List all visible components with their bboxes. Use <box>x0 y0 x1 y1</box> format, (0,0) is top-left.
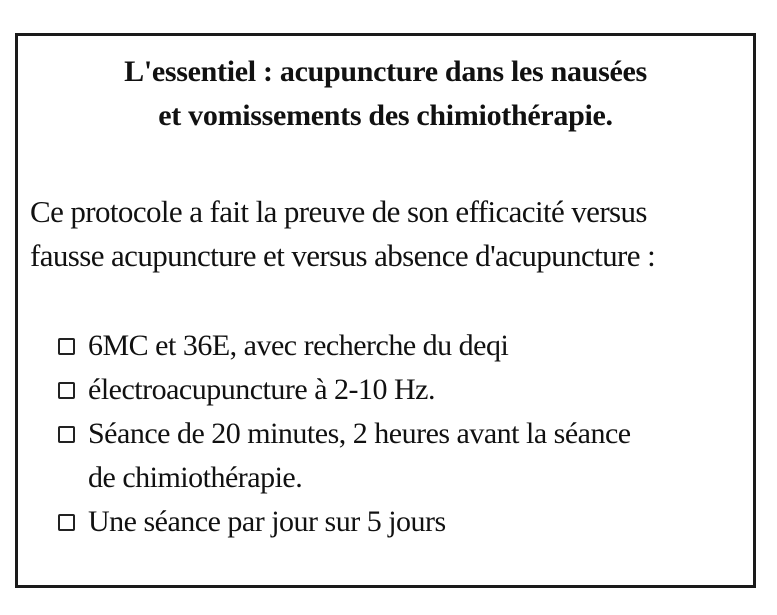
list-item <box>58 324 631 368</box>
intro-line-2: fausse acupuncture et versus absence d'acupuncture : <box>30 238 656 273</box>
checkbox-icon <box>58 514 75 531</box>
checkbox-icon <box>58 338 75 355</box>
checkbox-icon <box>58 382 75 399</box>
list-item <box>58 500 631 544</box>
list-item-text: 6MC et 36E, avec recherche du deqi <box>88 329 509 362</box>
title-line-1: L'essentiel : acupuncture dans les nausées <box>124 55 647 88</box>
protocol-list <box>58 324 631 544</box>
list-item-text: Séance de 20 minutes, 2 heures avant la séance <box>88 417 631 450</box>
list-item-text: Une séance par jour sur 5 jours <box>88 505 446 538</box>
title-line-2: et vomissements des chimiothérapie. <box>158 99 613 132</box>
list-item <box>58 368 631 412</box>
checkbox-icon <box>58 426 75 443</box>
list-item-text: électroacupuncture à 2-10 Hz. <box>88 373 435 406</box>
intro-line-1: Ce protocole a fait la preuve de son efficacité versus <box>30 194 647 229</box>
intro-paragraph <box>30 190 747 278</box>
summary-box <box>15 33 756 588</box>
box-title <box>18 50 753 138</box>
list-item <box>58 412 631 500</box>
list-item-text-continued: de chimiothérapie. <box>88 461 303 494</box>
